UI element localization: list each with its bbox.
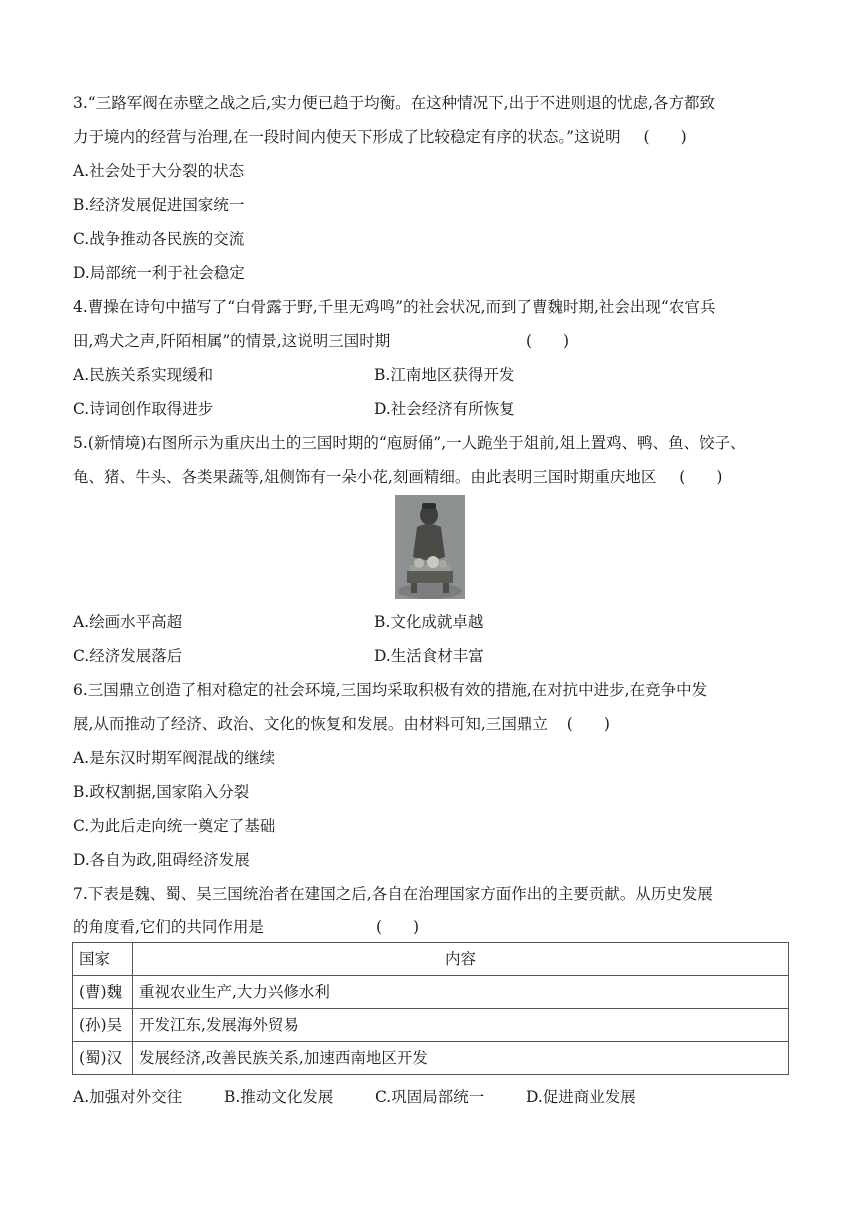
q3-option-b: B.经济发展促进国家统一	[73, 196, 245, 214]
q7-option-a: A.加强对外交往	[73, 1088, 183, 1106]
q5-option-c: C.经济发展落后	[73, 647, 183, 665]
q6-option-c: C.为此后走向统一奠定了基础	[73, 817, 276, 835]
q4-option-c: C.诗词创作取得进步	[73, 400, 214, 418]
q7-stem-line1: 7.下表是魏、蜀、吴三国统治者在建国之后,各自在治理国家方面作出的主要贡献。从历史发展	[73, 885, 713, 903]
q4-option-d: D.社会经济有所恢复	[374, 400, 515, 418]
q3-stem-text: 力于境内的经营与治理,在一段时间内使天下形成了比较稳定有序的状态。”这说明	[73, 128, 621, 146]
q6-option-a: A.是东汉时期军阀混战的继续	[73, 749, 276, 767]
q3-stem-line2	[73, 127, 687, 147]
table-cell-country: (蜀)汉	[73, 1042, 133, 1075]
q5-option-a: A.绘画水平高超	[73, 613, 183, 631]
q7-option-c: C.巩固局部统一	[375, 1088, 485, 1106]
table-cell-country: (曹)魏	[73, 976, 133, 1009]
q4-option-a: A.民族关系实现缓和	[73, 366, 214, 384]
table-cell-content: 发展经济,改善民族关系,加速西南地区开发	[133, 1042, 789, 1075]
q4-stem-line1: 4.曹操在诗句中描写了“白骨露于野,千里无鸡鸣”的社会状况,而到了曹魏时期,社会出现“农官兵	[73, 298, 716, 316]
q5-stem-line1: 5.(新情境)右图所示为重庆出土的三国时期的“庖厨俑”,一人跪坐于俎前,俎上置鸡、鸭、鱼、饺子、	[73, 434, 746, 452]
q3-option-d: D.局部统一利于社会稳定	[73, 264, 245, 282]
q7-stem-line2: 的角度看,它们的共同作用是	[73, 918, 264, 936]
q4-stem-line2	[73, 331, 390, 351]
q3-option-a: A.社会处于大分裂的状态	[73, 162, 245, 180]
table-cell-country: (孙)吴	[73, 1009, 133, 1042]
q7-option-b: B.推动文化发展	[224, 1088, 334, 1106]
q6-answer-paren: ( )	[566, 715, 610, 733]
q4-answer-paren: ( )	[526, 332, 570, 350]
q6-option-b: B.政权割据,国家陷入分裂	[73, 783, 250, 801]
q6-stem-line2	[73, 714, 610, 734]
table-row	[73, 1042, 789, 1075]
q3-answer-paren: ( )	[643, 128, 687, 146]
q5-answer-paren: ( )	[679, 468, 723, 486]
q6-option-d: D.各自为政,阻碍经济发展	[73, 851, 250, 869]
pottery-cook-figurine-photo	[395, 495, 465, 599]
q5-stem-text: 龟、猪、牛头、各类果蔬等,俎侧饰有一朵小花,刻画精细。由此表明三国时期重庆地区	[73, 468, 657, 486]
q5-stem-line2	[73, 467, 722, 487]
q4-stem-text: 田,鸡犬之声,阡陌相属”的情景,这说明三国时期	[73, 332, 391, 350]
q5-option-d: D.生活食材丰富	[374, 647, 484, 665]
table-header-row	[73, 943, 789, 976]
figurine-image-icon	[395, 495, 465, 599]
q7-table	[72, 942, 789, 1075]
table-cell-content: 重视农业生产,大力兴修水利	[133, 976, 789, 1009]
q4-option-b: B.江南地区获得开发	[374, 366, 515, 384]
q5-option-b: B.文化成就卓越	[374, 613, 484, 631]
table-cell-content: 开发江东,发展海外贸易	[133, 1009, 789, 1042]
table-row	[73, 1009, 789, 1042]
q6-stem-line1: 6.三国鼎立创造了相对稳定的社会环境,三国均采取积极有效的措施,在对抗中进步,在竞争中发	[73, 681, 708, 699]
q7-option-d: D.促进商业发展	[526, 1088, 636, 1106]
q7-answer-paren: ( )	[376, 918, 420, 936]
table-row	[73, 976, 789, 1009]
q3-stem-line1: 3.“三路军阀在赤壁之战之后,实力便已趋于均衡。在这种情况下,出于不进则退的忧虑,各方都致	[73, 94, 715, 112]
table-header-content: 内容	[133, 943, 789, 976]
q6-stem-text: 展,从而推动了经济、政治、文化的恢复和发展。由材料可知,三国鼎立	[73, 715, 548, 733]
q3-option-c: C.战争推动各民族的交流	[73, 230, 245, 248]
table-header-country: 国家	[73, 943, 133, 976]
